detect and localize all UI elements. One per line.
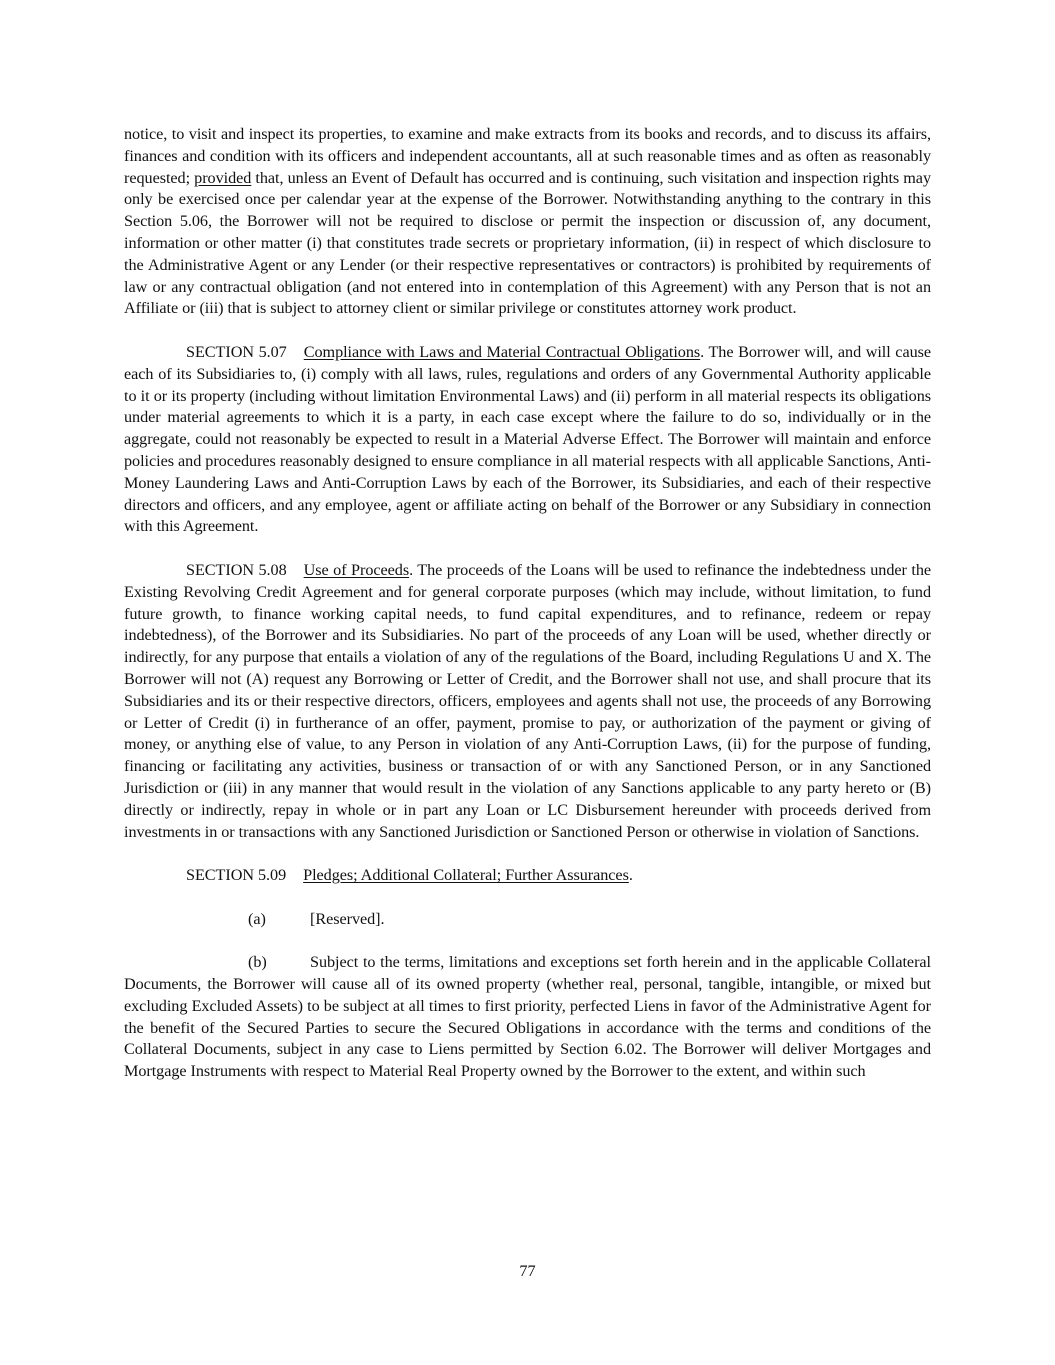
section-5-09-b [124,952,931,1083]
section-5-09-title-end: . [628,866,633,885]
provided-term: provided [194,168,252,187]
section-5-09-a-label: (a) [248,909,266,928]
p1-text-before: notice, to visit and inspect its properties, to examine and make extracts from its books and records, and to discuss its affairs, finances and condition with its officers and independent accountants, all at such reasonable times and as often as reasonably requested; [124,125,931,187]
document-page [124,124,931,1105]
section-5-08 [124,560,931,843]
section-5-08-title: Use of Proceeds [303,560,410,579]
paragraph-continuation-5-06 [124,124,931,320]
section-5-09-b-text: Subject to the terms, limitations and exceptions set forth herein and in the applicable Collateral Documents, the Borrower will cause all of its owned property (whether real, personal, tangible, intangible, or mixed but excluding Excluded Assets) to be subject at all times to first priority, perfected Liens in favor of the Administrative Agent for the benefit of the Secured Parties to secure the Secured Obligations in accordance with the terms and conditions of the Collateral Documents, subject in any case to Liens permitted by Section 6.02. The Borrower will deliver Mortgages and Mortgage Instruments with respect to Material Real Property owned by the Borrower to the extent, and within such [124,953,931,1081]
section-5-07 [124,342,931,538]
section-5-09-heading [124,865,931,887]
section-5-09-a [248,909,931,931]
section-5-08-body: . The proceeds of the Loans will be used to refinance the indebtedness under the Existing Revolving Credit Agreement and for general corporate purposes (which may include, without limitation, to fund future growth, to finance working capital needs, to fund capital expenditures, and to refinance, redeem or repay indebtedness), of the Borrower and its Subsidiaries. No part of the proceeds of any Loan will be used, whether directly or indirectly, for any purpose that entails a violation of any of the regulations of the Board, including Regulations U and X. The Borrower will not (A) request any Borrowing or Letter of Credit, and the Borrower shall not use, and shall procure that its Subsidiaries and its or their respective directors, officers, employees and agents shall not use, the proceeds of any Borrowing or Letter of Credit (i) in furtherance of an offer, payment, promise to pay, or authorization of the payment or giving of money, or anything else of value, to any Person in violation of any Anti-Corruption Laws, (ii) for the purpose of funding, financing or facilitating any activities, business or transaction of or with any Sanctioned Person, or in any Sanctioned Jurisdiction or (iii) in any manner that would result in the violation of any Sanctions applicable to any party hereto or (B) directly or indirectly, repay in whole or in part any Loan or LC Disbursement hereunder with proceeds derived from investments in or transactions with any Sanctioned Jurisdiction or Sanctioned Person or otherwise in violation of Sanctions. [124,560,931,841]
section-5-07-title: Compliance with Laws and Material Contractual Obligations [303,342,701,361]
section-5-09-title: Pledges; Additional Collateral; Further Assurances [303,866,629,885]
section-5-07-number: SECTION 5.07 [186,342,287,361]
section-5-09-b-label: (b) [248,953,267,972]
section-5-08-number: SECTION 5.08 [186,560,287,579]
page-number: 77 [519,1262,536,1280]
section-5-09-number: SECTION 5.09 [186,866,287,885]
section-5-09-a-text: [Reserved]. [310,909,385,928]
p1-text-after: that, unless an Event of Default has occurred and is continuing, such visitation and inspection rights may only be exercised once per calendar year at the expense of the Borrower. Notwithstanding anything to the contrary in this Section 5.06, the Borrower will not be required to disclose or permit the inspection or discussion of, any document, information or other matter (i) that constitutes trade secrets or proprietary information, (ii) in respect of which disclosure to the Administrative Agent or any Lender (or their respective representatives or contractors) is prohibited by requirements of law or any contractual obligation (and not entered into in contemplation of this Agreement) with any Person that is not an Affiliate or (iii) that is subject to attorney client or similar privilege or constitutes attorney work product. [124,168,931,318]
section-5-07-body: . The Borrower will, and will cause each of its Subsidiaries to, (i) comply with all laws, rules, regulations and orders of any Governmental Authority applicable to it or its property (including without limitation Environmental Laws) and (ii) perform in all material respects its obligations under material agreements to which it is a party, in each case except where the failure to do so, individually or in the aggregate, could not reasonably be expected to result in a Material Adverse Effect. The Borrower will maintain and enforce policies and procedures reasonably designed to ensure compliance in all material respects with all applicable Sanctions, Anti-Money Laundering Laws and Anti-Corruption Laws by each of the Borrower, its Subsidiaries, and each of their respective directors and officers, and any employee, agent or affiliate acting on behalf of the Borrower or any Subsidiary in connection with this Agreement. [124,342,932,536]
